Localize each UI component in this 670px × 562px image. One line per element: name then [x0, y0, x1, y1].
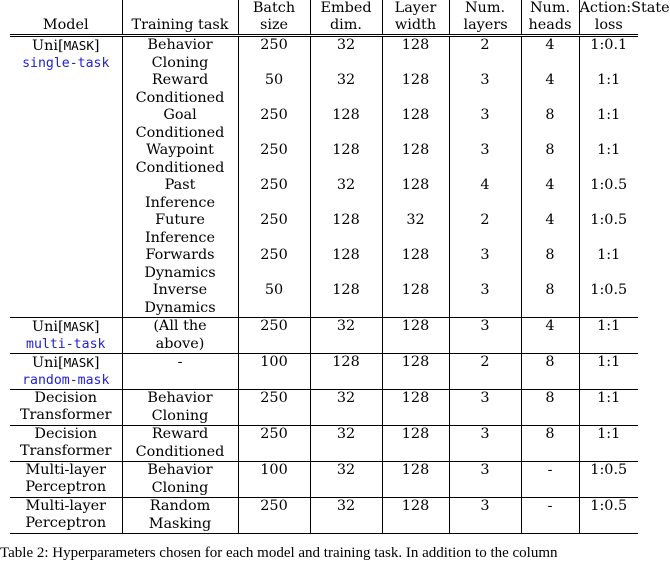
layers-cell: 3 [449, 142, 521, 177]
loss-cell: 1:0.5 [590, 212, 628, 228]
embed-cell: 32 [310, 177, 382, 212]
layers-cell: 3 [449, 426, 521, 462]
header-layer-width: Layer width [382, 0, 449, 36]
heads-cell: 4 [521, 36, 579, 73]
heads-cell: - [521, 498, 579, 534]
layers-cell: 3 [449, 107, 521, 142]
header-num-layers: Num. layers [449, 0, 521, 36]
batch-cell: 250 [238, 498, 310, 534]
heads-cell: 8 [521, 247, 579, 282]
task-cell: Reward Conditioned [122, 72, 238, 107]
layers-cell: 3 [449, 462, 521, 498]
loss-cell: 1:1 [579, 318, 638, 354]
loss-cell: 1:0.5 [579, 498, 638, 534]
loss-cell: 1:0.5 [579, 462, 638, 498]
embed-cell: 32 [310, 498, 382, 534]
loss-cell: 1:1 [597, 107, 621, 123]
layers-cell: 3 [449, 72, 521, 107]
batch-cell: 250 [238, 390, 310, 426]
task-cell: Future Inference [122, 212, 238, 247]
width-cell: 128 [382, 142, 449, 177]
task-cell: Reward Conditioned [122, 426, 238, 462]
heads-cell: 8 [521, 390, 579, 426]
task-cell: Forwards Dynamics [122, 247, 238, 282]
loss-cell: 1:1 [597, 142, 621, 158]
batch-cell: 250 [238, 212, 310, 247]
embed-cell: 128 [310, 247, 382, 282]
model-cell-unimask-single: Uni[MASK] single-task [10, 36, 122, 318]
table-row [10, 498, 638, 534]
layers-cell: 4 [449, 177, 521, 212]
task-cell: Behavior Cloning [122, 390, 238, 426]
layers-cell: 3 [449, 318, 521, 354]
task-cell: Inverse Dynamics [122, 282, 238, 318]
table-row [10, 36, 638, 73]
heads-cell: 4 [521, 177, 579, 212]
header-num-heads: Num. heads [521, 0, 579, 36]
width-cell: 128 [382, 318, 449, 354]
variant-label: random-mask [22, 373, 110, 388]
embed-cell: 128 [310, 212, 382, 247]
heads-cell: 8 [521, 426, 579, 462]
width-cell: 128 [382, 390, 449, 426]
task-cell: Behavior Cloning [122, 462, 238, 498]
width-cell: 128 [382, 462, 449, 498]
batch-cell: 100 [238, 462, 310, 498]
embed-cell: 32 [310, 72, 382, 107]
width-cell: 128 [382, 72, 449, 107]
embed-cell: 32 [310, 318, 382, 354]
layers-cell: 3 [449, 498, 521, 534]
batch-cell: 250 [238, 107, 310, 142]
heads-cell: 8 [521, 107, 579, 142]
layers-cell: 2 [449, 36, 521, 73]
loss-cell: 1:1 [579, 354, 638, 390]
task-cell: Behavior Cloning [122, 36, 238, 73]
embed-cell: 32 [310, 462, 382, 498]
layers-cell: 3 [449, 247, 521, 282]
header-training-task: Training task [122, 0, 238, 36]
loss-cell: 1:0.5 [590, 177, 628, 193]
loss-cell: 1:1 [579, 390, 638, 426]
embed-cell: 32 [310, 390, 382, 426]
heads-cell: 4 [521, 318, 579, 354]
header-batch-size: Batch size [238, 0, 310, 36]
embed-cell: 128 [310, 107, 382, 142]
task-cell: (All the above) [122, 318, 238, 354]
heads-cell: 8 [521, 282, 579, 318]
batch-cell: 100 [238, 354, 310, 390]
header-embed-dim: Embed dim. [310, 0, 382, 36]
task-cell: Goal Conditioned [122, 107, 238, 142]
width-cell: 128 [382, 36, 449, 73]
task-cell: Waypoint Conditioned [122, 142, 238, 177]
batch-cell: 50 [238, 72, 310, 107]
table-row [10, 426, 638, 462]
heads-cell: 8 [521, 354, 579, 390]
hyperparameter-table [10, 0, 670, 534]
heads-cell: 4 [521, 72, 579, 107]
batch-cell: 250 [238, 142, 310, 177]
table-row [10, 462, 638, 498]
model-cell-unimask-random: Uni[MASK] random-mask [10, 354, 122, 390]
layers-cell: 3 [449, 390, 521, 426]
variant-label: single-task [22, 56, 110, 71]
model-cell-dt-bc: Decision Transformer [10, 390, 122, 426]
model-cell-mlp-random: Multi-layer Perceptron [10, 498, 122, 534]
loss-cell: 1:1 [597, 72, 621, 88]
loss-cell: 1:1 [597, 247, 621, 263]
layers-cell: 2 [449, 212, 521, 247]
table-header [10, 0, 670, 36]
table-row [10, 318, 638, 354]
heads-cell: 4 [521, 212, 579, 247]
width-cell: 128 [382, 426, 449, 462]
embed-cell: 128 [310, 282, 382, 318]
width-cell: 128 [382, 177, 449, 212]
embed-cell: 32 [310, 36, 382, 73]
embed-cell: 128 [310, 354, 382, 390]
width-cell: 32 [382, 212, 449, 247]
batch-cell: 50 [238, 282, 310, 318]
heads-cell: - [521, 462, 579, 498]
header-model: Model [10, 0, 122, 36]
layers-cell: 3 [449, 282, 521, 318]
layers-cell: 2 [449, 354, 521, 390]
batch-cell: 250 [238, 247, 310, 282]
loss-cell: 1:0.5 [590, 282, 628, 298]
variant-label: multi-task [26, 337, 106, 352]
table-row [10, 354, 638, 390]
width-cell: 128 [382, 498, 449, 534]
width-cell: 128 [382, 282, 449, 318]
heads-cell: 8 [521, 142, 579, 177]
batch-cell: 250 [238, 36, 310, 73]
model-cell-unimask-multi: Uni[MASK] multi-task [10, 318, 122, 354]
loss-cell: 1:1 [579, 426, 638, 462]
model-cell-dt-rc: Decision Transformer [10, 426, 122, 462]
batch-cell: 250 [238, 318, 310, 354]
batch-cell: 250 [238, 426, 310, 462]
model-cell-mlp-bc: Multi-layer Perceptron [10, 462, 122, 498]
task-cell: Past Inference [122, 177, 238, 212]
width-cell: 128 [382, 107, 449, 142]
task-cell: Random Masking [122, 498, 238, 534]
header-action-state-loss: Action:State loss [579, 0, 638, 36]
table-caption: Table 2: Hyperparameters chosen for each model and training task. In addition to the column [0, 545, 558, 561]
width-cell: 128 [382, 247, 449, 282]
table-row [10, 390, 638, 426]
task-cell: - [122, 354, 238, 390]
width-cell: 128 [382, 354, 449, 390]
batch-cell: 250 [238, 177, 310, 212]
embed-cell: 32 [310, 426, 382, 462]
loss-cell: 1:0.1 [579, 36, 638, 73]
embed-cell: 128 [310, 142, 382, 177]
